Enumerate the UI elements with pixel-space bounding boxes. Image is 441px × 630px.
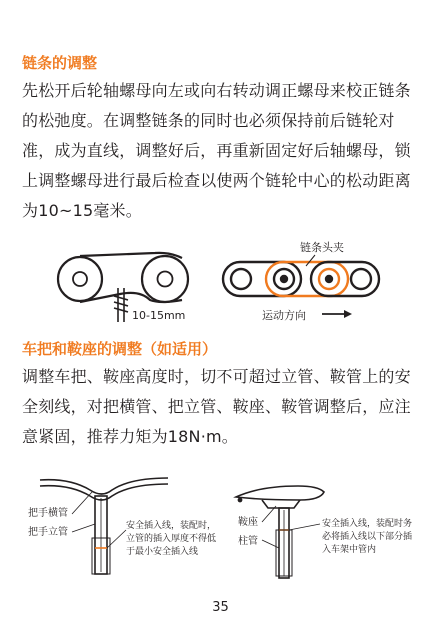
chain-adjust-heading: 链条的调整 <box>22 54 98 72</box>
handlebar-saddle-body: 调整车把、鞍座高度时，切不可超过立管、鞍管上的安全刻线，对把横管、把立管、鞍座、鞍管调整后，应注意紧固，推荐力矩为18N·m。 <box>22 367 411 446</box>
handlebar-saddle-heading: 车把和鞍座的调整（如适用） <box>22 340 218 358</box>
saddle-label: 鞍座 <box>238 517 258 528</box>
chain-drive-illustration <box>58 253 188 302</box>
saddle-safety-note: 安全插入线，装配时务必将插入线以下部分插入车架中管内 <box>322 519 413 555</box>
chain-link-illustration <box>223 262 379 296</box>
chain-adjust-body: 先松开后轮轴螺母向左或向右转动调正螺母来校正链条的松弛度。在调整链条的同时也必须保持前后链轮对准，成为直线，调整好后，再重新固定好后轴螺母，锁上调整螺母进行最后检查以使两个链轮中心的松动距离为10~15毫米。 <box>22 81 411 220</box>
handlebar-stem-label: 把手立管 <box>28 527 68 538</box>
slack-distance-label: 10-15mm <box>132 309 186 322</box>
motion-direction-label: 运动方向 <box>262 309 306 322</box>
handlebar-crossbar-label: 把手横管 <box>28 508 68 519</box>
chain-head-leader <box>306 255 315 266</box>
page-number: 35 <box>212 600 229 615</box>
motion-arrow-icon <box>322 310 352 318</box>
handlebar-safety-note: 安全插入线，装配时，立管的插入厚度不得低于最小安全插入线 <box>126 521 217 557</box>
saddle-illustration <box>236 486 324 578</box>
chain-head-label: 链条头夹 <box>300 241 344 254</box>
seatpost-label: 柱管 <box>238 536 258 547</box>
